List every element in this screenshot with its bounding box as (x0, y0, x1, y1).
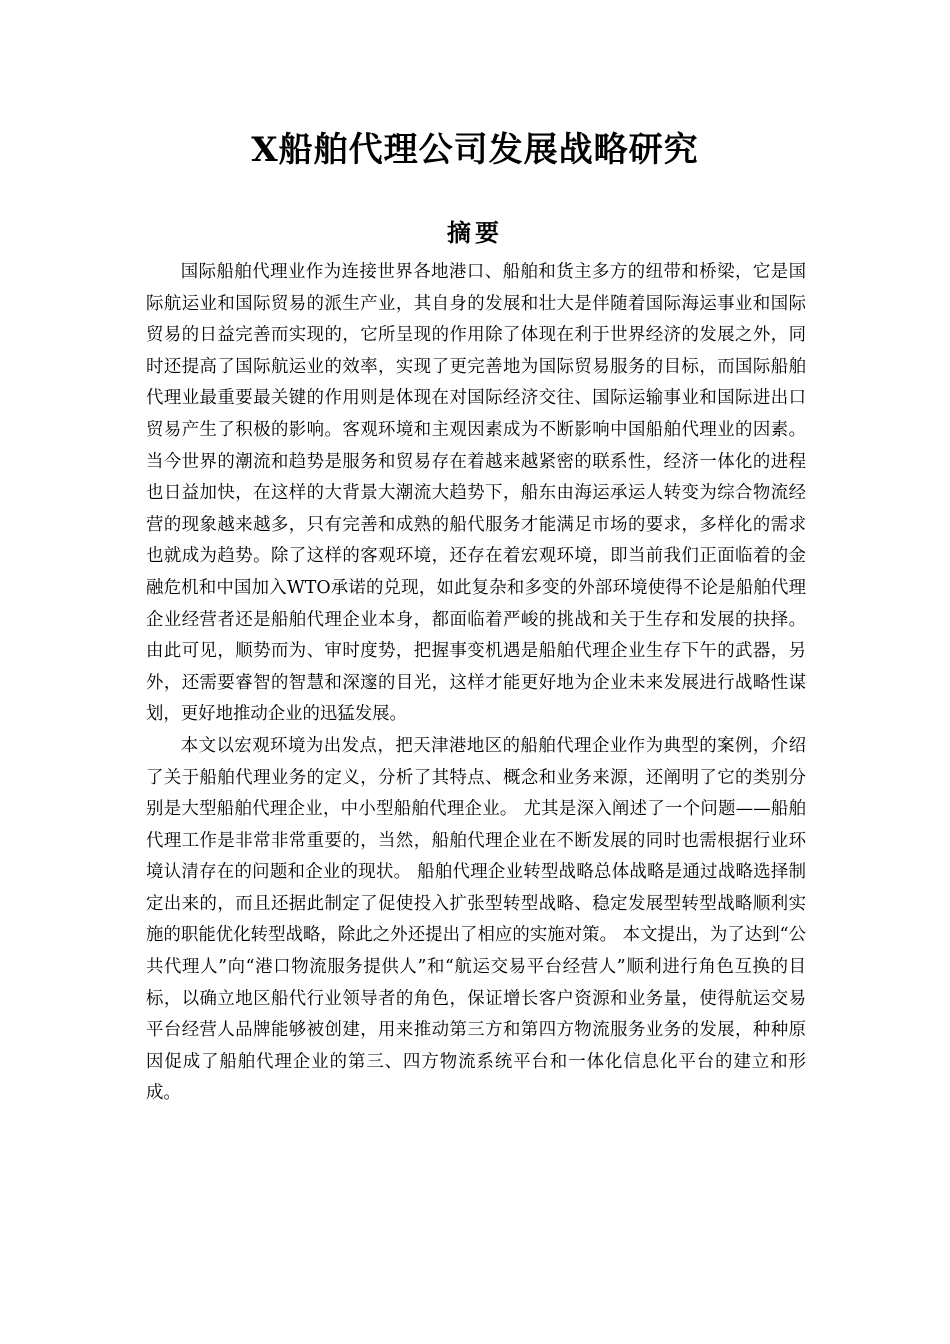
abstract-paragraph-1: 国际船舶代理业作为连接世界各地港口、船舶和货主多方的纽带和桥梁，它是国际航运业和国际贸易的派生产业，其自身的发展和壮大是伴随着国际海运事业和国际贸易的日益完善而实现的，它所呈现的作用除了体现在利于世界经济的发展之外，同时还提高了国际航运业的效率，实现了更完善地为国际贸易服务的目标，而国际船舶代理业最重要最关键的作用则是体现在对国际经济交往、国际运输事业和国际进出口贸易产生了积极的影响。客观环境和主观因素成为不断影响中国船舶代理业的因素。当今世界的潮流和趋势是服务和贸易存在着越来越紧密的联系性，经济一体化的进程也日益加快，在这样的大背景大潮流大趋势下，船东由海运承运人转变为综合物流经营的现象越来越多，只有完善和成熟的船代服务才能满足市场的要求，多样化的需求也就成为趋势。除了这样的客观环境，还存在着宏观环境，即当前我们正面临着的金融危机和中国加入WTO承诺的兑现，如此复杂和多变的外部环境使得不论是船舶代理企业经营者还是船舶代理企业本身，都面临着严峻的挑战和关于生存和发展的抉择。由此可见，顺势而为、审时度势，把握事变机遇是船舶代理企业生存下午的武器，另外，还需要睿智的智慧和深邃的目光，这样才能更好地为企业未来发展进行战略性谋划，更好地推动企业的迅猛发展。 (146, 262, 806, 725)
abstract-paragraph-2: 本文以宏观环境为出发点，把天津港地区的船舶代理企业作为典型的案例，介绍了关于船舶代理业务的定义，分析了其特点、概念和业务来源，还阐明了它的类别分别是大型船舶代理企业，中小型船舶代理企业。 尤其是深入阐述了一个问题——船舶代理工作是非常非常重要的，当然，船舶代理企业在不断发展的同时也需根据行业环境认清存在的问题和企业的现状。 船舶代理企业转型战略总体战略是通过战略选择制定出来的，而且还据此制定了促使投入扩张型转型战略、稳定发展型转型战略顺利实施的职能优化转型战略，除此之外还提出了相应的实施对策。 本文提出，为了达到“公共代理人”向“港口物流服务提供人”和“航运交易平台经营人”顺利进行角色互换的目标，以确立地区船代行业领导者的角色，保证增长客户资源和业务量，使得航运交易平台经营人品牌能够被创建，用来推动第三方和第四方物流服务业务的发展，种种原因促成了船舶代理企业的第三、四方物流系统平台和一体化信息化平台的建立和形成。 (146, 735, 806, 1104)
document-title: X船舶代理公司发展战略研究 (251, 130, 699, 170)
abstract-body (146, 257, 806, 1110)
abstract-heading: 摘要 (447, 218, 503, 247)
